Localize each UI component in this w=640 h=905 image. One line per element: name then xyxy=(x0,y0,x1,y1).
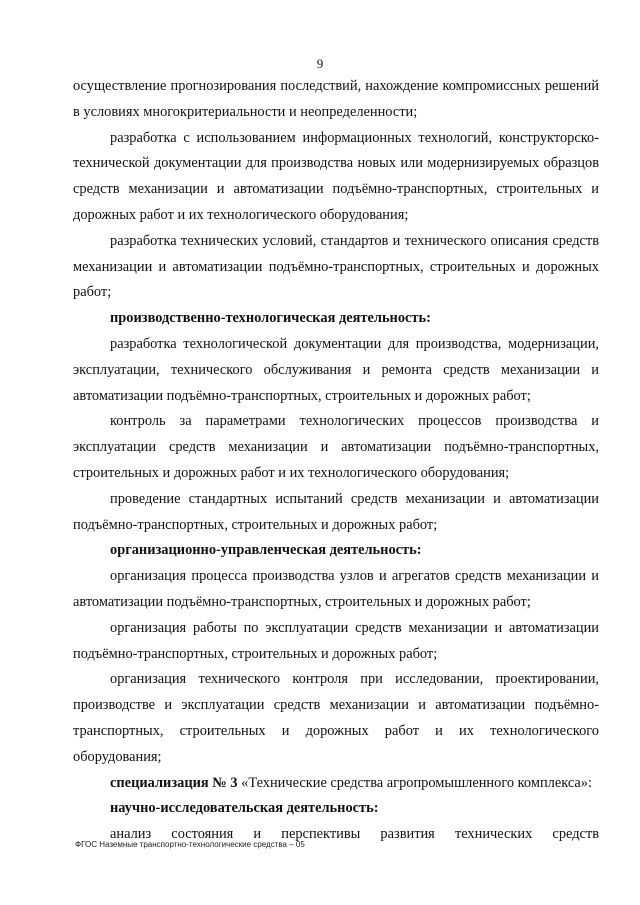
section-heading: организационно-управленческая деятельность: xyxy=(110,542,422,559)
section-heading-research: научно-исследовательская деятельность: xyxy=(110,800,379,817)
paragraph: разработка с использованием информационных технологий, конструкторско-технической документации для производства новых или модернизируемых образцов средств механизации и автоматизации подъёмно-транспортных, строительных и дорожных работ и их технологического оборудования; xyxy=(73,129,599,223)
paragraph: разработка технических условий, стандартов и технического описания средств механизации и автоматизации подъёмно-транспортных, строительных и дорожных работ; xyxy=(73,232,599,301)
paragraph: разработка технологической документации для производства, модернизации, эксплуатации, технического обслуживания и ремонта средств механизации и автоматизации подъёмно-транспортных, строительных и дорожных работ; xyxy=(73,335,599,404)
paragraph-analysis: анализ состояния и перспективы развития технических средств xyxy=(110,826,599,843)
page-number: 9 xyxy=(316,56,324,71)
page-content xyxy=(73,74,599,848)
footer-text: ФГОС Наземные транспортно-технологические средства – 05 xyxy=(75,840,305,849)
paragraph: организация технического контроля при исследовании, проектировании, производстве и эксплуатации средств механизации и автоматизации подъёмно-транспортных, строительных и дорожных работ и их технологического оборудования; xyxy=(73,671,599,765)
section-heading: производственно-технологическая деятельность: xyxy=(110,310,431,327)
paragraph: организация процесса производства узлов и агрегатов средств механизации и автоматизации подъёмно-транспортных, строительных и дорожных работ; xyxy=(73,568,599,610)
specialization-title: «Технические средства агропромышленного комплекса»: xyxy=(237,774,592,791)
paragraph: проведение стандартных испытаний средств механизации и автоматизации подъёмно-транспортных, строительных и дорожных работ; xyxy=(73,490,599,533)
paragraph-list xyxy=(73,74,599,771)
paragraph: контроль за параметрами технологических процессов производства и эксплуатации средств механизации и автоматизации подъёмно-транспортных, строительных и дорожных работ и их технологического оборудования; xyxy=(73,413,599,481)
paragraph: осуществление прогнозирования последствий, нахождение компромиссных решений в условиях многокритериальности и неопределенности; xyxy=(73,78,599,120)
paragraph: организация работы по эксплуатации средств механизации и автоматизации подъёмно-транспортных, строительных и дорожных работ; xyxy=(73,619,599,662)
specialization-label: специализация № 3 xyxy=(110,774,238,791)
specialization-line xyxy=(73,771,599,797)
